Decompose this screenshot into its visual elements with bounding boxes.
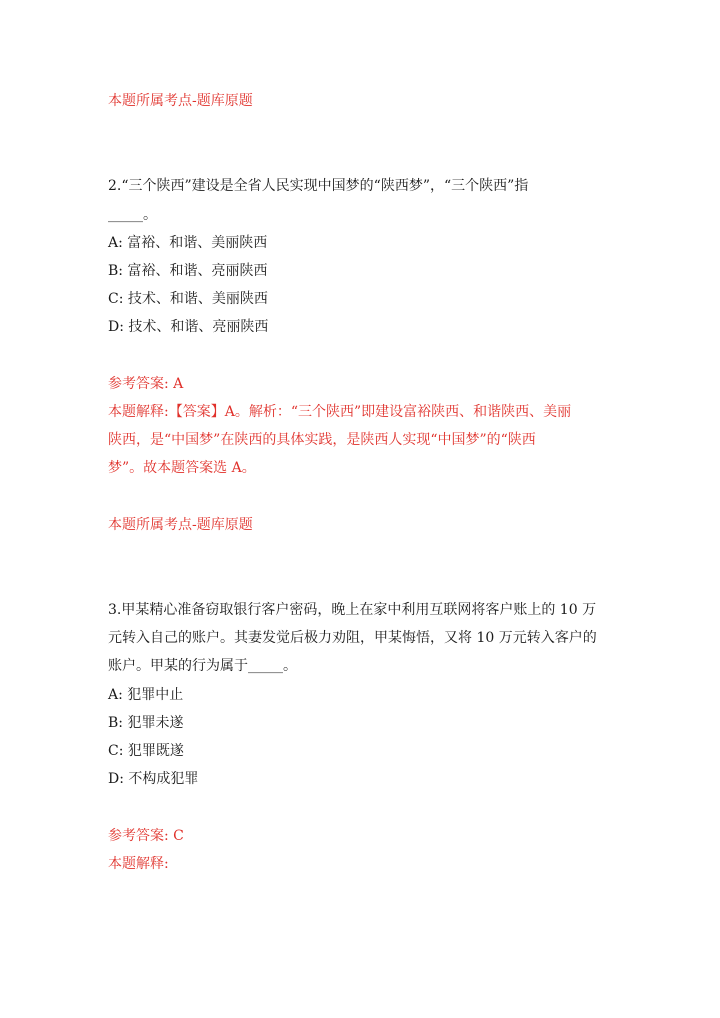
section-tag: 本题所属考点-题库原题	[108, 517, 253, 533]
option-a: A: 犯罪中止	[108, 687, 184, 703]
question-stem: _____。	[108, 207, 157, 223]
question-stem: 2.“三个陕西”建设是全省人民实现中国梦的“陕西梦”，“三个陕西”指	[108, 178, 529, 194]
option-d: D: 不构成犯罪	[108, 771, 199, 787]
question-stem: 账户。甲某的行为属于_____。	[108, 658, 297, 674]
option-d: D: 技术、和谐、亮丽陕西	[108, 319, 269, 335]
explanation-line: 陕西，是“中国梦”在陕西的具体实践，是陕西人实现“中国梦”的“陕西	[108, 432, 536, 448]
option-b: B: 犯罪未遂	[108, 715, 184, 731]
question-stem: 3.甲某精心准备窃取银行客户密码，晚上在家中利用互联网将客户账上的 10 万	[108, 602, 597, 618]
question-stem: 元转入自己的账户。其妻发觉后极力劝阻，甲某悔悟，又将 10 万元转入客户的	[108, 630, 597, 646]
option-b: B: 富裕、和谐、亮丽陕西	[108, 263, 268, 279]
answer-text: 参考答案: C	[108, 828, 184, 844]
option-c: C: 犯罪既遂	[108, 743, 184, 759]
section-tag: 本题所属考点-题库原题	[108, 93, 253, 109]
option-a: A: 富裕、和谐、美丽陕西	[108, 235, 268, 251]
explanation-line: 本题解释:【答案】A。解析：“三个陕西”即建设富裕陕西、和谐陕西、美丽	[108, 404, 572, 420]
answer-text: 参考答案: A	[108, 376, 184, 392]
explanation-line: 梦”。故本题答案选 A。	[108, 460, 256, 476]
option-c: C: 技术、和谐、美丽陕西	[108, 291, 268, 307]
explanation-label: 本题解释:	[108, 856, 169, 872]
